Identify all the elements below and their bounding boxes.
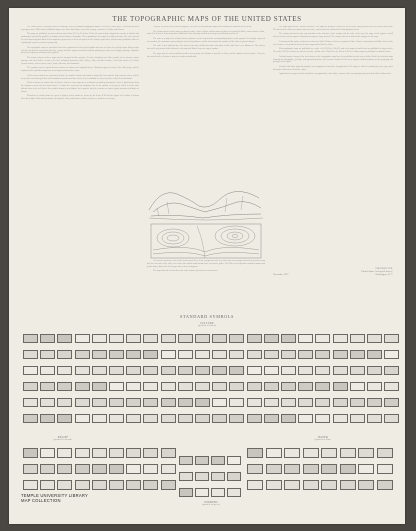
map-symbol-swatch xyxy=(109,414,122,425)
map-symbol-swatch xyxy=(358,448,372,460)
signature-place: Washington, D. C. xyxy=(375,273,393,277)
map-symbol-swatch xyxy=(315,398,328,409)
map-symbol-swatch xyxy=(281,398,294,409)
map-symbol-swatch xyxy=(143,480,156,492)
map-symbol-swatch xyxy=(340,480,354,492)
signature-org: United States Geological Survey, xyxy=(361,270,393,274)
map-symbol-swatch xyxy=(367,350,380,361)
text-column-3 xyxy=(273,26,393,261)
map-symbol-swatch xyxy=(109,464,122,476)
map-symbol-swatch xyxy=(384,350,397,361)
paragraph: The scale is also indicated by a bar scale on the map, divided into miles and parts of miles and into feet or kilometers. The contour interval is also printed at the bottom of each map and differs from one map to another. xyxy=(147,45,265,51)
map-symbol-swatch xyxy=(75,464,88,476)
map-symbol-swatch xyxy=(126,382,139,393)
map-symbol-swatch xyxy=(358,464,372,476)
paragraph: The United States Geological Survey is making a series of standard topographic maps to cover the United States. This work has been in progress since 1882, and the published maps cover more than 40 per cent of the country, exclusive of Alaska and Hawaii. xyxy=(21,26,139,31)
map-symbol-swatch xyxy=(195,472,207,483)
map-symbol-swatch xyxy=(109,448,122,460)
map-symbol-swatch xyxy=(179,472,191,483)
map-symbol-swatch xyxy=(143,464,156,476)
text-column-2-lower xyxy=(147,260,265,310)
paragraph: The maps may be used to find the position of any point, the altitude of any hill or valley, and the distance between places. They are also useful in the selection of routes for roads and railroads. xyxy=(147,52,265,58)
map-symbol-swatch xyxy=(367,398,380,409)
paragraph: Most quadrangle maps are published on a scale of 1:62,500 or 1:24,000, and a few maps of small areas are published on larger scales. The scale 1:62,500 is about one inch to one mile, and the scale 1:24,000 is one inch to 2,000 feet. Other maps are published on smaller scales. xyxy=(273,48,393,54)
map-symbol-swatch xyxy=(75,414,88,425)
map-symbol-swatch xyxy=(281,366,294,377)
map-symbol-swatch xyxy=(377,448,391,460)
map-symbol-swatch xyxy=(92,366,105,377)
text-column-1 xyxy=(21,26,139,323)
map-symbol-swatch xyxy=(333,398,346,409)
map-symbol-swatch xyxy=(298,350,311,361)
map-symbol-swatch xyxy=(211,488,223,499)
map-symbol-swatch xyxy=(247,480,261,492)
text-column-2 xyxy=(147,26,265,179)
map-symbol-swatch xyxy=(57,366,70,377)
wooded-heading: WOODED (printed in green) xyxy=(202,501,220,506)
paragraph: All the water features are represented in blue, the smaller streams and canals in single blue lines and the larger streams, lakes, and the sea by blue water lining or blue tint. Intermittent streams and those whose flow is doubtful are shown by lines of blue dots and dashes. xyxy=(21,74,139,80)
map-symbol-swatch xyxy=(23,366,36,377)
map-symbol-swatch xyxy=(40,414,53,425)
paragraph: The features shown on the maps are drawn in three colors. Culture and the names of places are printed in black, water features in blue, and relief in brown. Some maps have additional colors showing wooded areas in green and urban areas in red. xyxy=(147,30,265,36)
paragraph: Relief is shown by contour lines in brown, which on some maps are accentuated by shading showing the effect of light thrown from the northwest across the area represented. A contour line represents an imaginary line on the ground every part of which is at the same altitude above sea level. Such a line could be drawn at any altitude, but in practice only the contours at certain regular intervals of altitude are shown. xyxy=(21,82,139,93)
map-symbol-swatch xyxy=(75,334,88,345)
map-symbol-swatch xyxy=(340,464,354,476)
library-name: TEMPLE UNIVERSITY LIBRARY xyxy=(21,493,88,498)
map-symbol-swatch xyxy=(57,398,70,409)
map-symbol-swatch xyxy=(212,350,225,361)
paragraph: A survey of Puerto Rico is now in progress. The scales of the published maps of the islands are indicated on the sheets. xyxy=(153,26,252,28)
map-symbol-swatch xyxy=(284,448,298,460)
map-symbol-swatch xyxy=(298,398,311,409)
relief-heading: RELIEF (printed in brown) xyxy=(53,436,73,441)
map-symbol-swatch xyxy=(247,334,260,345)
map-symbol-swatch xyxy=(212,398,225,409)
map-symbol-swatch xyxy=(178,350,191,361)
map-symbol-swatch xyxy=(264,398,277,409)
map-symbol-swatch xyxy=(143,350,156,361)
map-symbol-swatch xyxy=(161,350,174,361)
map-symbol-swatch xyxy=(333,382,346,393)
map-symbol-swatch xyxy=(247,464,261,476)
map-symbol-swatch xyxy=(178,414,191,425)
map-symbol-swatch xyxy=(161,414,174,425)
map-symbol-swatch xyxy=(195,414,208,425)
map-symbol-swatch xyxy=(315,366,328,377)
paragraph: The symbols used to represent these features are shown and explained below. Variations appear in some of the older maps, and the symbols on the published maps have been improved from time to time. xyxy=(21,67,139,73)
map-symbol-swatch xyxy=(229,334,242,345)
map-symbol-swatch xyxy=(281,382,294,393)
paragraph: Elevations of certain points are given in figures; bench marks are shown by the letters B M and the figures of elevation. Contours show the height of hills and mountains, the depth of valleys and basins, and the steepness or gentleness of slopes. xyxy=(21,95,139,101)
standard-symbols-title: STANDARD SYMBOLS xyxy=(179,314,235,319)
map-symbol-swatch xyxy=(298,382,311,393)
map-symbol-swatch xyxy=(315,414,328,425)
map-symbol-swatch xyxy=(229,382,242,393)
map-symbol-swatch xyxy=(284,464,298,476)
map-symbol-swatch xyxy=(195,366,208,377)
map-symbol-swatch xyxy=(281,350,294,361)
map-symbol-swatch xyxy=(333,334,346,345)
map-symbol-swatch xyxy=(377,480,391,492)
map-symbol-swatch xyxy=(247,414,260,425)
map-symbol-swatch xyxy=(284,480,298,492)
map-symbol-swatch xyxy=(109,334,122,345)
map-symbol-swatch xyxy=(23,350,36,361)
map-symbol-swatch xyxy=(40,480,53,492)
map-symbol-swatch xyxy=(229,350,242,361)
map-symbol-swatch xyxy=(179,456,191,467)
map-symbol-swatch xyxy=(23,382,36,393)
map-symbol-swatch xyxy=(281,414,294,425)
map-symbol-swatch xyxy=(57,464,70,476)
map-symbol-swatch xyxy=(40,464,53,476)
signature-block xyxy=(273,267,393,277)
paragraph: The topographic maps are intended to meet the requirements of the general public and serve as a base for geologic maps. Many people find uses for them in connection with city, county, and State improvements and with the planning of roads, water supply, drainage, irrigation, power development, and many other projects. xyxy=(21,46,139,55)
map-symbol-swatch xyxy=(109,366,122,377)
map-symbol-swatch xyxy=(195,456,207,467)
map-symbol-swatch xyxy=(264,334,277,345)
paragraph: Lettering and the names of places are shown in black. Names of rivers are printed in blue. Names of mountains and hills, and of other relief features, are printed in brown in some maps and in black in others. xyxy=(273,40,393,46)
map-symbol-swatch xyxy=(298,414,311,425)
map-symbol-swatch xyxy=(264,382,277,393)
paragraph: The contour interval on any map depends on the character of the country and the scale of the map. On maps of flat regions a small interval is used, and on maps of mountainous regions a large interval. The contour interval is stated in the margin of each map. xyxy=(273,33,393,39)
map-symbol-swatch xyxy=(75,398,88,409)
map-symbol-swatch xyxy=(211,472,223,483)
map-symbol-swatch xyxy=(161,464,174,476)
map-symbol-swatch xyxy=(57,448,70,460)
map-symbol-swatch xyxy=(350,350,363,361)
map-symbol-swatch xyxy=(161,366,174,377)
paragraph: Geologic maps of many of the areas shown on the topographic maps have been published in the form of folios. Each folio includes maps showing the topographic, geologic, underground structure, and economic features of the areas, together with descriptions of the geography and geology of the region. xyxy=(273,55,393,64)
map-symbol-swatch xyxy=(211,456,223,467)
map-symbol-swatch xyxy=(229,366,242,377)
map-symbol-swatch xyxy=(92,382,105,393)
map-symbol-swatch xyxy=(92,480,105,492)
map-symbol-swatch xyxy=(350,414,363,425)
map-symbol-swatch xyxy=(126,334,139,345)
sketch-and-contour-map xyxy=(147,180,265,260)
map-symbol-swatch xyxy=(126,350,139,361)
map-symbol-swatch xyxy=(212,414,225,425)
paragraph: Applications for maps or folios should be accompanied by cash, draft, or money order (not postage stamps) and should be addressed to xyxy=(279,73,392,76)
map-symbol-swatch xyxy=(40,398,53,409)
map-symbol-swatch xyxy=(266,480,280,492)
map-symbol-swatch xyxy=(247,350,260,361)
paragraph: The map below the sketch shows the same features by means of contour lines. xyxy=(153,270,218,273)
map-symbol-swatch xyxy=(23,464,36,476)
map-symbol-swatch xyxy=(40,350,53,361)
map-symbol-swatch xyxy=(178,366,191,377)
map-symbol-swatch xyxy=(358,480,372,492)
map-symbol-swatch xyxy=(75,350,88,361)
paragraph: The features shown on these maps may be arranged in three groups: (1) water, including seas, lakes, ponds, rivers, streams, canals, swamps, and other bodies of water; (2) relief, including mountains, hills, valleys, cliffs, and other features of the land surface; (3) culture (works of man), such as towns, cities, roads, railroads, and boundaries. xyxy=(21,56,139,65)
map-symbol-swatch xyxy=(23,398,36,409)
map-symbol-swatch xyxy=(178,334,191,345)
collection-name: MAP COLLECTION xyxy=(21,498,61,504)
map-symbol-swatch xyxy=(315,382,328,393)
map-symbol-swatch xyxy=(75,382,88,393)
map-symbol-swatch xyxy=(384,366,397,377)
map-symbol-swatch xyxy=(367,414,380,425)
map-symbol-swatch xyxy=(384,398,397,409)
map-symbol-swatch xyxy=(40,334,53,345)
map-symbol-swatch xyxy=(143,398,156,409)
map-symbol-swatch xyxy=(321,464,335,476)
map-symbol-swatch xyxy=(161,334,174,345)
map-symbol-swatch xyxy=(75,480,88,492)
map-symbol-swatch xyxy=(109,350,122,361)
map-symbol-swatch xyxy=(333,366,346,377)
map-symbol-swatch xyxy=(281,334,294,345)
map-symbol-swatch xyxy=(57,480,70,492)
map-symbol-swatch xyxy=(143,448,156,460)
paragraph: The maps represent the Nation's resources. The maps are intended to meet the needs of the many persons who use them in their work. The sheets of the different regions vary as to scale, contour interval, and the kind of information shown. xyxy=(273,26,393,31)
map-symbol-swatch xyxy=(227,456,239,467)
map-symbol-swatch xyxy=(57,334,70,345)
map-symbol-swatch xyxy=(377,464,391,476)
map-symbol-swatch xyxy=(298,366,311,377)
map-symbol-swatch xyxy=(298,334,311,345)
map-symbol-swatch xyxy=(75,448,88,460)
map-symbol-swatch xyxy=(92,448,105,460)
map-symbol-swatch xyxy=(247,448,261,460)
map-symbol-swatch xyxy=(195,350,208,361)
map-symbol-swatch xyxy=(321,480,335,492)
map-symbol-swatch xyxy=(161,382,174,393)
map-symbol-swatch xyxy=(384,334,397,345)
map-symbol-swatch xyxy=(315,334,328,345)
map-symbol-swatch xyxy=(247,398,260,409)
map-symbol-swatch xyxy=(40,366,53,377)
map-symbol-swatch xyxy=(333,350,346,361)
map-symbol-swatch xyxy=(367,382,380,393)
map-symbol-swatch xyxy=(40,448,53,460)
map-symbol-swatch xyxy=(92,334,105,345)
map-symbol-swatch xyxy=(195,334,208,345)
map-symbol-swatch xyxy=(247,382,260,393)
paragraph: Circulars and index maps showing the areas mapped are issued free on application. The maps are sold at a nominal price per copy, and a discount is allowed on wholesale orders. xyxy=(273,65,393,71)
map-symbol-swatch xyxy=(126,398,139,409)
map-symbol-swatch xyxy=(315,350,328,361)
map-symbol-swatch xyxy=(333,414,346,425)
map-symbol-swatch xyxy=(229,398,242,409)
map-symbol-swatch xyxy=(57,414,70,425)
map-symbol-swatch xyxy=(303,464,317,476)
map-symbol-swatch xyxy=(178,382,191,393)
map-symbol-swatch xyxy=(57,382,70,393)
map-symbol-swatch xyxy=(264,366,277,377)
library-stamp xyxy=(21,493,88,503)
map-symbol-swatch xyxy=(143,414,156,425)
map-symbol-swatch xyxy=(92,464,105,476)
map-symbol-swatch xyxy=(143,366,156,377)
map-symbol-swatch xyxy=(161,480,174,492)
map-symbol-swatch xyxy=(57,350,70,361)
map-symbol-swatch xyxy=(178,398,191,409)
map-symbol-swatch xyxy=(143,334,156,345)
map-symbol-swatch xyxy=(92,398,105,409)
map-symbol-swatch xyxy=(212,366,225,377)
culture-heading: CULTURE (printed in black) xyxy=(198,322,216,327)
map-symbol-swatch xyxy=(109,480,122,492)
map-symbol-swatch xyxy=(266,464,280,476)
water-heading: WATER (printed in blue) xyxy=(314,436,332,441)
map-symbol-swatch xyxy=(384,414,397,425)
map-symbol-swatch xyxy=(350,382,363,393)
map-symbol-swatch xyxy=(227,488,239,499)
map-symbol-swatch xyxy=(23,448,36,460)
map-symbol-swatch xyxy=(109,398,122,409)
paragraph: The scale of a map is the relation between distance on the map and the corresponding distance on the ground. It is usually expressed as a fraction, the numerator representing the unit of map distance and the denominator the number of like units of ground distance. xyxy=(147,37,265,43)
map-symbol-swatch xyxy=(340,448,354,460)
map-symbol-swatch xyxy=(179,488,191,499)
paragraph: The maps are published on sheets that measure about 16½ by 20 inches. Under the general plan adopted the country is divided into quadrangles bounded by parallels of latitude and meridians of longitude. These quadrangles are mapped on different scales, the scale selected for each map being that which is best adapted to general use in the development of the country represented, and the map is published either as a quadrangle map or as part of a group map. xyxy=(21,33,139,45)
paragraph: The sketch represents a river valley between two hills. In the foreground is the sea, with a bay that is partly enclosed by a hooked sand bar. On each side of the valley is a terrace into which small streams have cut narrow gullies. The hill on the right has a rounded summit and gentle slopes; that on the left merges into a steep escarpment. xyxy=(147,260,265,268)
map-symbol-swatch xyxy=(40,382,53,393)
map-symbol-swatch xyxy=(264,350,277,361)
map-symbol-swatch xyxy=(195,488,207,499)
map-symbol-swatch xyxy=(92,414,105,425)
map-symbol-swatch xyxy=(384,382,397,393)
map-symbol-swatch xyxy=(227,472,239,483)
map-symbol-swatch xyxy=(367,366,380,377)
map-symbol-swatch xyxy=(23,480,36,492)
map-symbol-swatch xyxy=(303,448,317,460)
map-symbol-swatch xyxy=(264,414,277,425)
map-symbol-swatch xyxy=(350,398,363,409)
map-symbol-swatch xyxy=(161,448,174,460)
map-symbol-swatch xyxy=(126,480,139,492)
signature-date: November 1937 xyxy=(273,273,289,277)
map-symbol-swatch xyxy=(266,448,280,460)
map-symbol-swatch xyxy=(195,382,208,393)
signature-name: THE DIRECTOR, xyxy=(375,267,393,270)
map-symbol-swatch xyxy=(350,334,363,345)
map-symbol-swatch xyxy=(75,366,88,377)
map-symbol-swatch xyxy=(212,334,225,345)
map-symbol-swatch xyxy=(23,414,36,425)
page-title: THE TOPOGRAPHIC MAPS OF THE UNITED STATES xyxy=(112,15,302,23)
map-symbol-swatch xyxy=(126,414,139,425)
map-symbol-swatch xyxy=(126,448,139,460)
map-symbol-swatch xyxy=(229,414,242,425)
map-symbol-swatch xyxy=(109,382,122,393)
map-symbol-swatch xyxy=(161,398,174,409)
map-symbol-swatch xyxy=(367,334,380,345)
map-symbol-swatch xyxy=(126,366,139,377)
map-symbol-swatch xyxy=(126,464,139,476)
map-symbol-swatch xyxy=(350,366,363,377)
map-symbol-swatch xyxy=(303,480,317,492)
map-symbol-swatch xyxy=(92,350,105,361)
map-sheet xyxy=(9,8,405,524)
map-symbol-swatch xyxy=(23,334,36,345)
map-symbol-swatch xyxy=(212,382,225,393)
map-symbol-swatch xyxy=(143,382,156,393)
map-symbol-swatch xyxy=(321,448,335,460)
map-symbol-swatch xyxy=(195,398,208,409)
map-symbol-swatch xyxy=(247,366,260,377)
